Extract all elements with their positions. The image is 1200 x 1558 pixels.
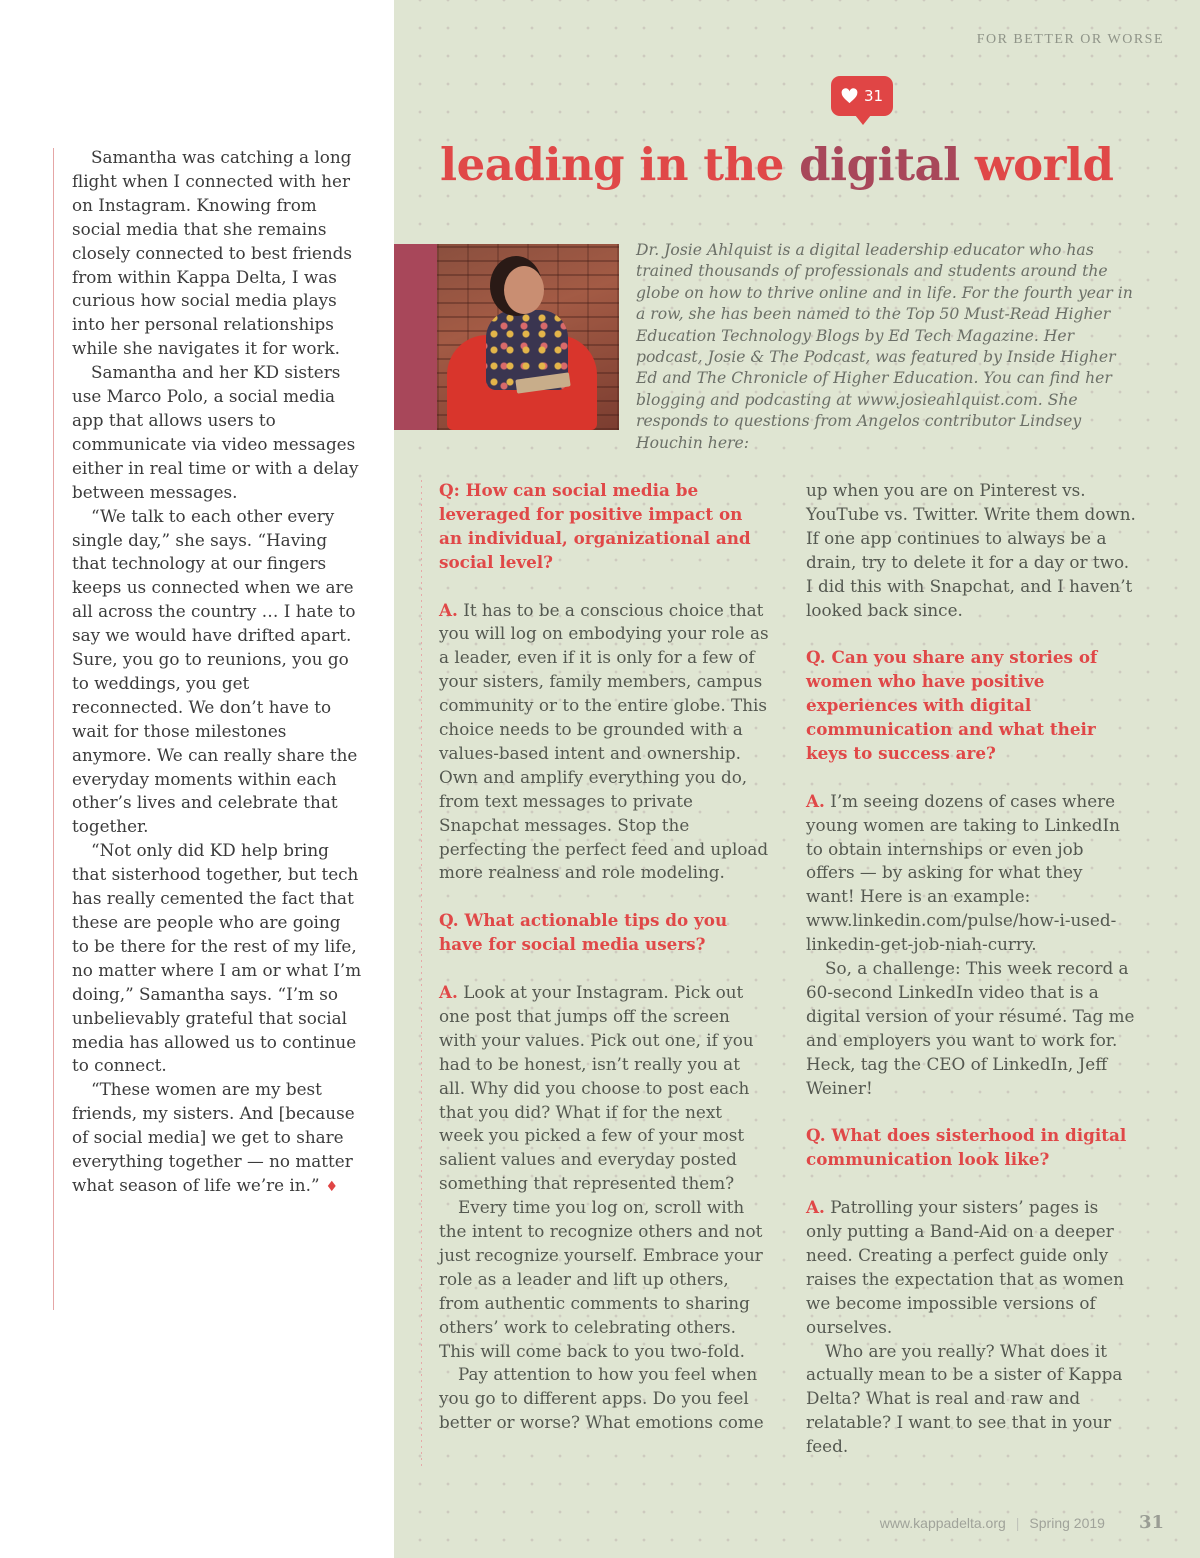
page-footer <box>880 1512 1164 1533</box>
person-head <box>504 266 544 314</box>
answer-1 <box>439 599 769 886</box>
footer-issue: Spring 2019 <box>1029 1515 1105 1531</box>
question-4: Q. What does sisterhood in digital communication look like? <box>806 1125 1127 1170</box>
answer-label: A. <box>439 599 458 620</box>
answer-2-paragraph-2: Every time you log on, scroll with the intent to recognize others and not just recognize yourself. Embrace your role as a leader and lift up others, from authentic comments to sharing others’ work to celebrating others. This will come back to you two-fold. <box>439 1197 763 1361</box>
answer-label: A. <box>806 790 825 811</box>
title-part-3: world <box>959 138 1114 191</box>
answer-2-paragraph-3: Pay attention to how you feel when you go to different apps. Do you feel better or worse? What emotions come <box>439 1364 764 1433</box>
end-mark-diamond-icon: ♦ <box>325 1178 339 1195</box>
answer-4 <box>806 1196 1136 1339</box>
page-number: 31 <box>1138 1512 1164 1533</box>
left-paragraph-text: “These women are my best friends, my sisters. And [because of social media] we get to share everything together — no matter what season of life we’re in.” <box>72 1079 355 1195</box>
running-head: FOR BETTER OR WORSE <box>976 32 1164 47</box>
left-paragraph: “Not only did KD help bring that sisterhood together, but tech has really cemented the fact that these are people who are going to be there for the rest of my life, no matter where I am or what I’m doing,” Samantha says. “I’m so unbelievably grateful that social media has allowed us to continue to connect. <box>72 840 362 1076</box>
like-count-badge <box>831 76 893 116</box>
like-count: 31 <box>863 87 884 105</box>
author-photo <box>437 244 619 430</box>
answer-1-text: It has to be a conscious choice that you will log on embodying your role as a leader, even if it is only for a few of your sisters, family members, campus community or to the entire globe. This choice needs to be grounded with a values-based intent and ownership. Own and amplify everything you do, from text messages to private Snapchat messages. Stop the perfecting the perfect feed and upload more realness and role modeling. <box>439 599 769 883</box>
title-part-1: leading in the <box>440 138 800 191</box>
answer-label: A. <box>439 981 458 1002</box>
heart-icon <box>841 88 858 104</box>
left-paragraph-last <box>72 1078 362 1200</box>
answer-3-text: I’m seeing dozens of cases where young women are taking to LinkedIn to obtain internships or even job offers — by asking for what they want! Here is an example: www.linkedin.com/pulse/how-i-used-linkedin-get-job-niah-curry. <box>806 790 1120 955</box>
left-paragraph: Samantha was catching a long flight when I connected with her on Instagram. Knowing from social media that she remains closely connected to best friends from within Kappa Delta, I was curious how social media plays into her personal relationships while she navigates it for work. <box>72 147 353 359</box>
footer-website: www.kappadelta.org <box>879 1515 1006 1531</box>
answer-4-paragraph-2: Who are you really? What does it actually mean to be a sister of Kappa Delta? What is real and raw and relatable? I want to see that in your feed. <box>806 1340 1123 1457</box>
footer-separator: | <box>1015 1515 1020 1531</box>
answer-3-paragraph-2: So, a challenge: This week record a 60-second LinkedIn video that is a digital version of your résumé. Tag me and employers you want to work for. Heck, tag the CEO of LinkedIn, Jeff Weiner! <box>806 958 1135 1098</box>
answer-label: A. <box>806 1197 825 1218</box>
answer-2-text: Look at your Instagram. Pick out one post that jumps off the screen with your values. Pick out one, if you had to be honest, isn’t really you at all. Why did you choose to post each that you did? What if for the next week you picked a few of your most salient values and everyday posted something that represented them? <box>439 981 754 1194</box>
answer-3 <box>806 790 1136 957</box>
title-part-2: digital <box>799 138 960 191</box>
qa-column-middle <box>439 479 769 1435</box>
question-3: Q. Can you share any stories of women who have positive experiences with digital communication and what their keys to success are? <box>806 647 1098 763</box>
qa-column-rule <box>421 480 422 1470</box>
left-column <box>72 146 362 1200</box>
left-paragraph: Samantha and her KD sisters use Marco Polo, a social media app that allows users to communicate via video messages either in real time or with a delay between messages. <box>72 362 359 502</box>
answer-2-continued: up when you are on Pinterest vs. YouTube vs. Twitter. Write them down. If one app continues to always be a drain, try to delete it for a day or two. I did this with Snapchat, and I haven’t looked back since. <box>806 480 1136 620</box>
person-figure <box>482 266 570 426</box>
answer-4-text: Patrolling your sisters’ pages is only putting a Band-Aid on a deeper need. Creating a perfect guide only raises the expectation that as women we become impossible versions of ourselves. <box>806 1197 1124 1337</box>
left-paragraph: “We talk to each other every single day,” she says. “Having that technology at our fingers keeps us connected when we are all across the country … I hate to say we would have drifted apart. Sure, you go to reunions, you go to weddings, you get reconnected. We don’t have to wait for those milestones anymore. We can really share the everyday moments within each other’s lives and celebrate that together. <box>72 505 358 837</box>
left-column-rule <box>53 148 54 1310</box>
qa-column-right <box>806 479 1136 1459</box>
article-title <box>440 138 1113 191</box>
question-1: Q: How can social media be leveraged for positive impact on an individual, organizational and social level? <box>439 480 751 572</box>
answer-2 <box>439 981 769 1196</box>
intro-bio: Dr. Josie Ahlquist is a digital leadership educator who has trained thousands of professionals and students around the globe on how to thrive online and in life. For the fourth year in a row, she has been named to the Top 50 Must-Read Higher Education Technology Blogs by Ed Tech Magazine. Her podcast, Josie & The Podcast, was featured by Inside Higher Ed and The Chronicle of Higher Education. You can find her blogging and podcasting at www.josieahlquist.com. She responds to questions from Angelos contributor Lindsey Houchin here: <box>636 241 1133 452</box>
question-2: Q. What actionable tips do you have for social media users? <box>439 910 728 955</box>
